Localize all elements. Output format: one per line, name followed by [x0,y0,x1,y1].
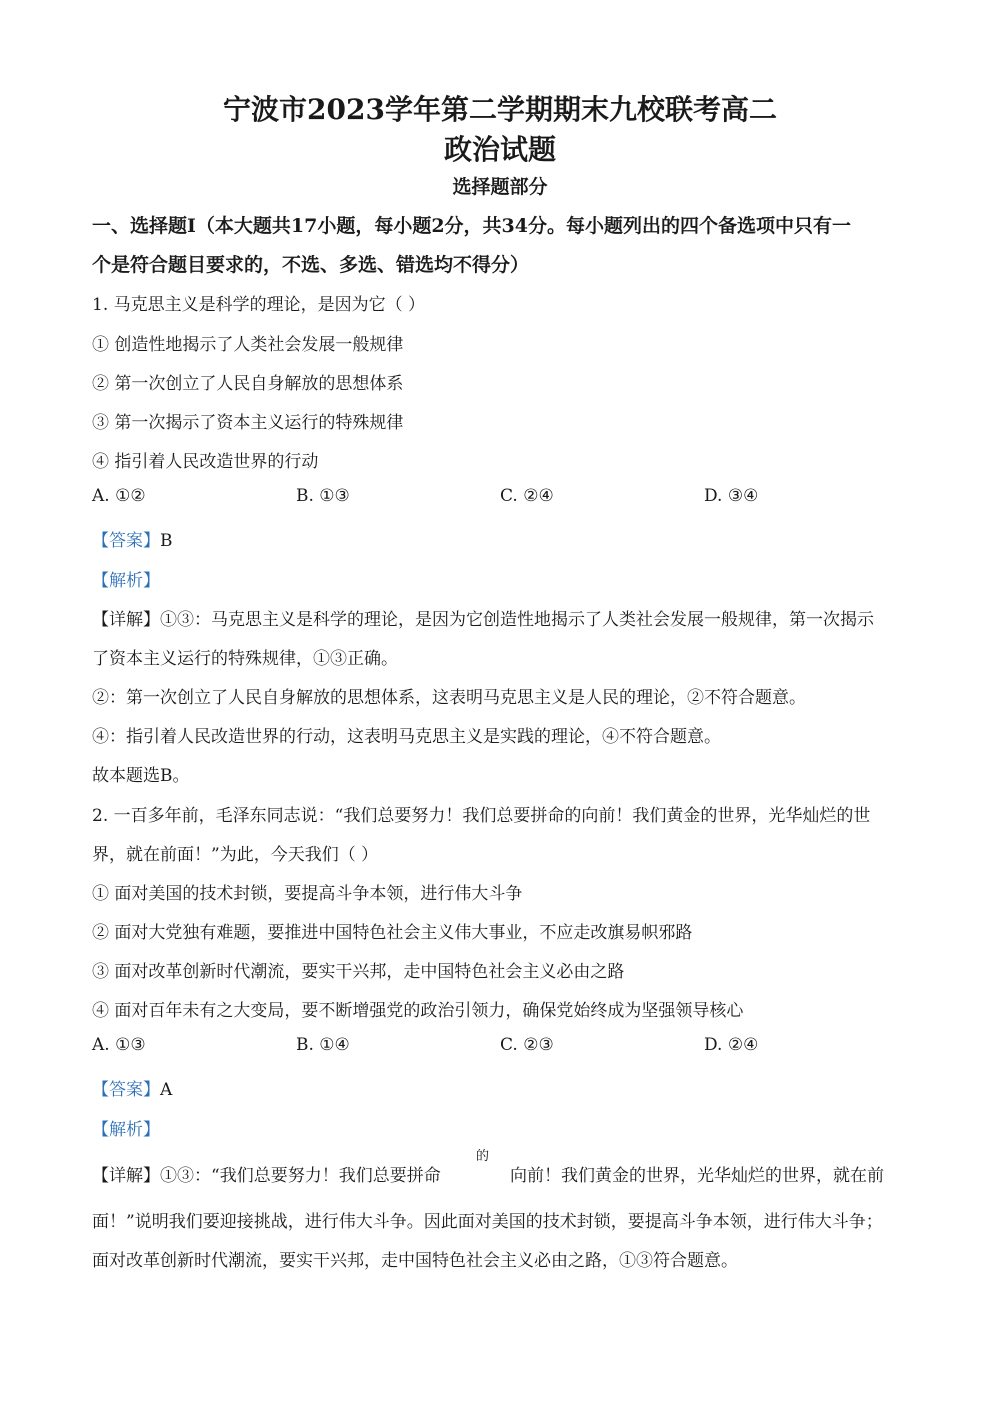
q2-answer: A [160,1080,173,1100]
q1-detail-line-5: 故本题选B。 [92,766,190,786]
q1-option-a: A. ①② [92,486,146,506]
q1-detail-line-1: 【详解】①③：马克思主义是科学的理论，是因为它创造性地揭示了人类社会发展一般规律，第一次揭示 [92,610,874,630]
part-title: 选择题部分 [452,176,548,198]
q1-statement-2: ② 第一次创立了人民自身解放的思想体系 [92,374,404,394]
q2-detail-superscript: 的 [476,1149,490,1164]
q2-statement-2: ② 面对大党独有难题，要推进中国特色社会主义伟大事业，不应走改旗易帜邪路 [92,923,693,943]
q2-detail-line-2: 面！”说明我们要迎接挑战，进行伟大斗争。因此面对美国的技术封锁，要提高斗争本领，进行伟大斗争； [92,1212,883,1232]
exam-subject-title: 政治试题 [443,133,556,166]
q1-option-c: C. ②④ [500,486,554,506]
q2-detail-line-1a: 【详解】①③：“我们总要努力！我们总要拼命 [92,1166,441,1186]
q2-stem-line-2: 界，就在前面！”为此，今天我们（ ） [92,845,379,865]
q1-option-d: D. ③④ [704,486,759,506]
exam-title: 宁波市2023学年第二学期期末九校联考高二 [223,93,777,126]
q2-statement-1: ① 面对美国的技术封锁，要提高斗争本领，进行伟大斗争 [92,884,523,904]
q2-analysis-tag: 【解析】 [92,1120,160,1140]
q1-stem: 1. 马克思主义是科学的理论，是因为它（ ） [92,295,426,315]
q1-analysis-tag: 【解析】 [92,571,160,591]
section-instructions-line1: 一、选择题Ⅰ（本大题共17小题，每小题2分，共34分。每小题列出的四个备选项中只有一 [92,215,851,237]
q2-option-b: B. ①④ [296,1035,350,1055]
q1-statement-4: ④ 指引着人民改造世界的行动 [92,452,319,472]
q2-detail-line-1b: 向前！我们黄金的世界，光华灿烂的世界，就在前 [510,1166,884,1186]
q2-stem-line-1: 2. 一百多年前，毛泽东同志说：“我们总要努力！我们总要拼命的向前！我们黄金的世界，光华灿烂的世 [92,806,871,826]
q2-statement-3: ③ 面对改革创新时代潮流，要实干兴邦，走中国特色社会主义必由之路 [92,962,625,982]
q1-answer: B [160,531,173,551]
q1-detail-line-4: ④：指引着人民改造世界的行动，这表明马克思主义是实践的理论，④不符合题意。 [92,727,721,747]
section-instructions-line2: 个是符合题目要求的，不选、多选、错选均不得分） [92,254,530,276]
q2-answer-row [92,1075,172,1100]
q1-statement-1: ① 创造性地揭示了人类社会发展一般规律 [92,335,404,355]
q2-option-d: D. ②④ [704,1035,759,1055]
q1-statement-3: ③ 第一次揭示了资本主义运行的特殊规律 [92,413,404,433]
q1-option-b: B. ①③ [296,486,350,506]
q1-detail-line-3: ②：第一次创立了人民自身解放的思想体系，这表明马克思主义是人民的理论，②不符合题意。 [92,688,806,708]
q1-answer-tag: 【答案】 [92,531,160,551]
q1-answer-row [92,526,173,551]
q2-option-a: A. ①③ [92,1035,146,1055]
q1-detail-line-2: 了资本主义运行的特殊规律，①③正确。 [92,649,398,669]
q2-statement-4: ④ 面对百年未有之大变局，要不断增强党的政治引领力，确保党始终成为坚强领导核心 [92,1001,744,1021]
q2-detail-line-3: 面对改革创新时代潮流，要实干兴邦，走中国特色社会主义必由之路，①③符合题意。 [92,1251,738,1271]
q2-answer-tag: 【答案】 [92,1080,160,1100]
q2-option-c: C. ②③ [500,1035,554,1055]
